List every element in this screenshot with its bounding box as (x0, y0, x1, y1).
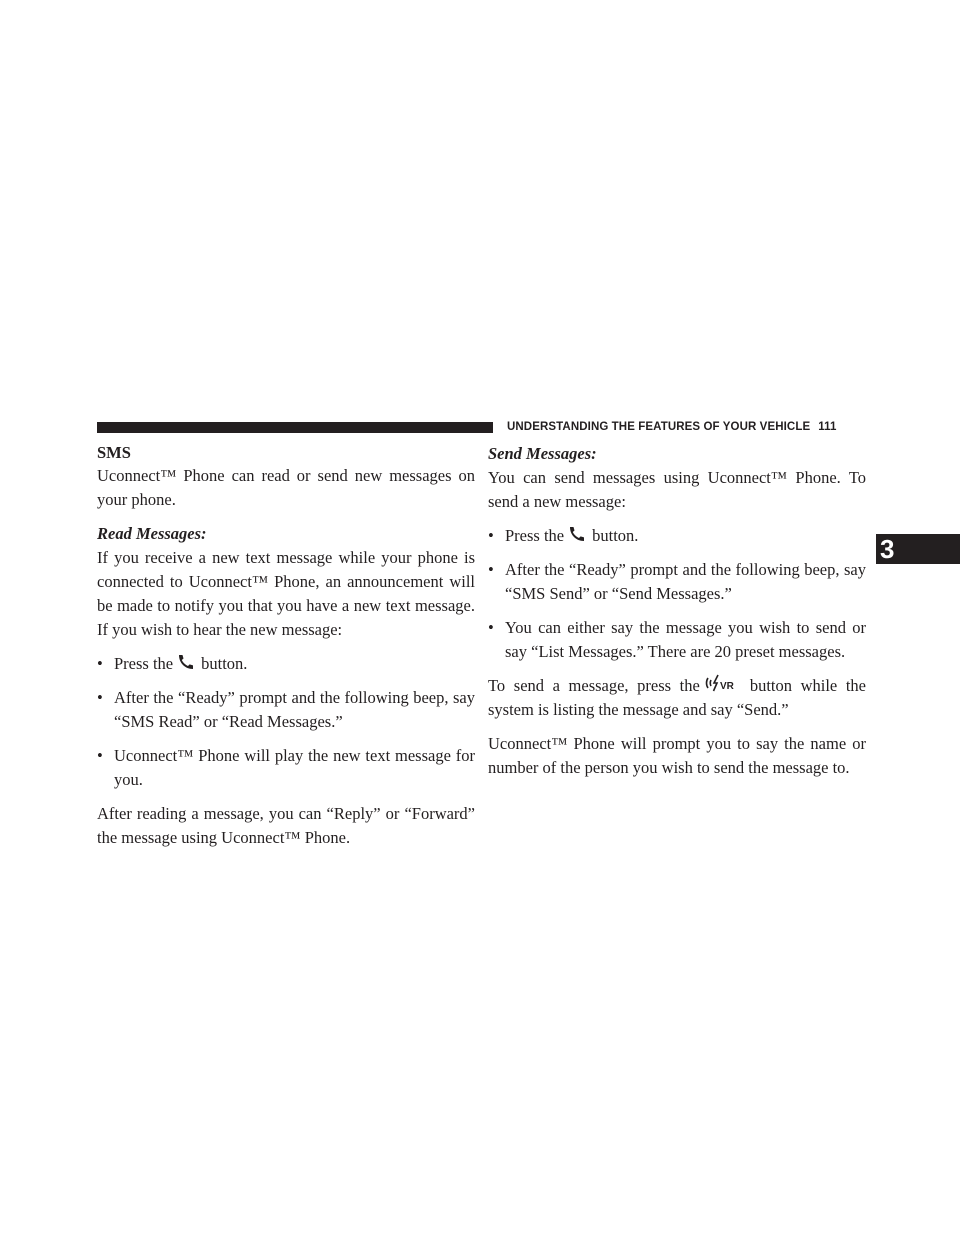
left-column (97, 442, 475, 860)
send-instructions-text: To send a message, press the VR button while the system is listing the message and say “Send.” (488, 674, 866, 722)
send-messages-text: You can send messages using Uconnect™ Phone. To send a new message: (488, 468, 866, 511)
list-item: • Uconnect™ Phone will play the new text message for you. (97, 744, 475, 792)
list-item: • Press the button. (488, 524, 866, 548)
after-reading-text: After reading a message, you can “Reply” or “Forward” the message using Uconnect™ Phone. (97, 804, 475, 847)
phone-icon (177, 653, 195, 669)
read-messages-text: If you receive a new text message while your phone is connected to Uconnect™ Phone, an announcement will be made to notify you that you have a new text message. If you wish to hear the new message: (97, 548, 475, 639)
list-item: • After the “Ready” prompt and the following beep, say “SMS Read” or “Read Messages.” (97, 686, 475, 734)
right-column (488, 442, 866, 790)
page-number: 111 (818, 421, 837, 433)
svg-text:VR: VR (719, 681, 734, 693)
chapter-tab-label: 3 (880, 534, 895, 564)
list-item: • Press the button. (97, 652, 475, 676)
sms-heading: SMS (97, 443, 131, 462)
send-messages-heading: Send Messages: (488, 444, 597, 463)
sms-intro: Uconnect™ Phone can read or send new messages on your phone. (97, 466, 475, 509)
read-steps-list (97, 652, 475, 792)
send-steps-list (488, 524, 866, 664)
header-rule (97, 422, 493, 433)
running-header (507, 419, 836, 435)
phone-icon (568, 525, 586, 541)
list-item: • You can either say the message you wish to send or say “List Messages.” There are 20 preset messages. (488, 616, 866, 664)
list-item: • After the “Ready” prompt and the following beep, say “SMS Send” or “Send Messages.” (488, 558, 866, 606)
prompt-text: Uconnect™ Phone will prompt you to say the name or number of the person you wish to send the message to. (488, 734, 866, 777)
read-messages-heading: Read Messages: (97, 524, 207, 543)
voice-recognition-icon (704, 673, 742, 693)
header-title: UNDERSTANDING THE FEATURES OF YOUR VEHICLE (507, 421, 811, 433)
chapter-tab (876, 534, 960, 564)
